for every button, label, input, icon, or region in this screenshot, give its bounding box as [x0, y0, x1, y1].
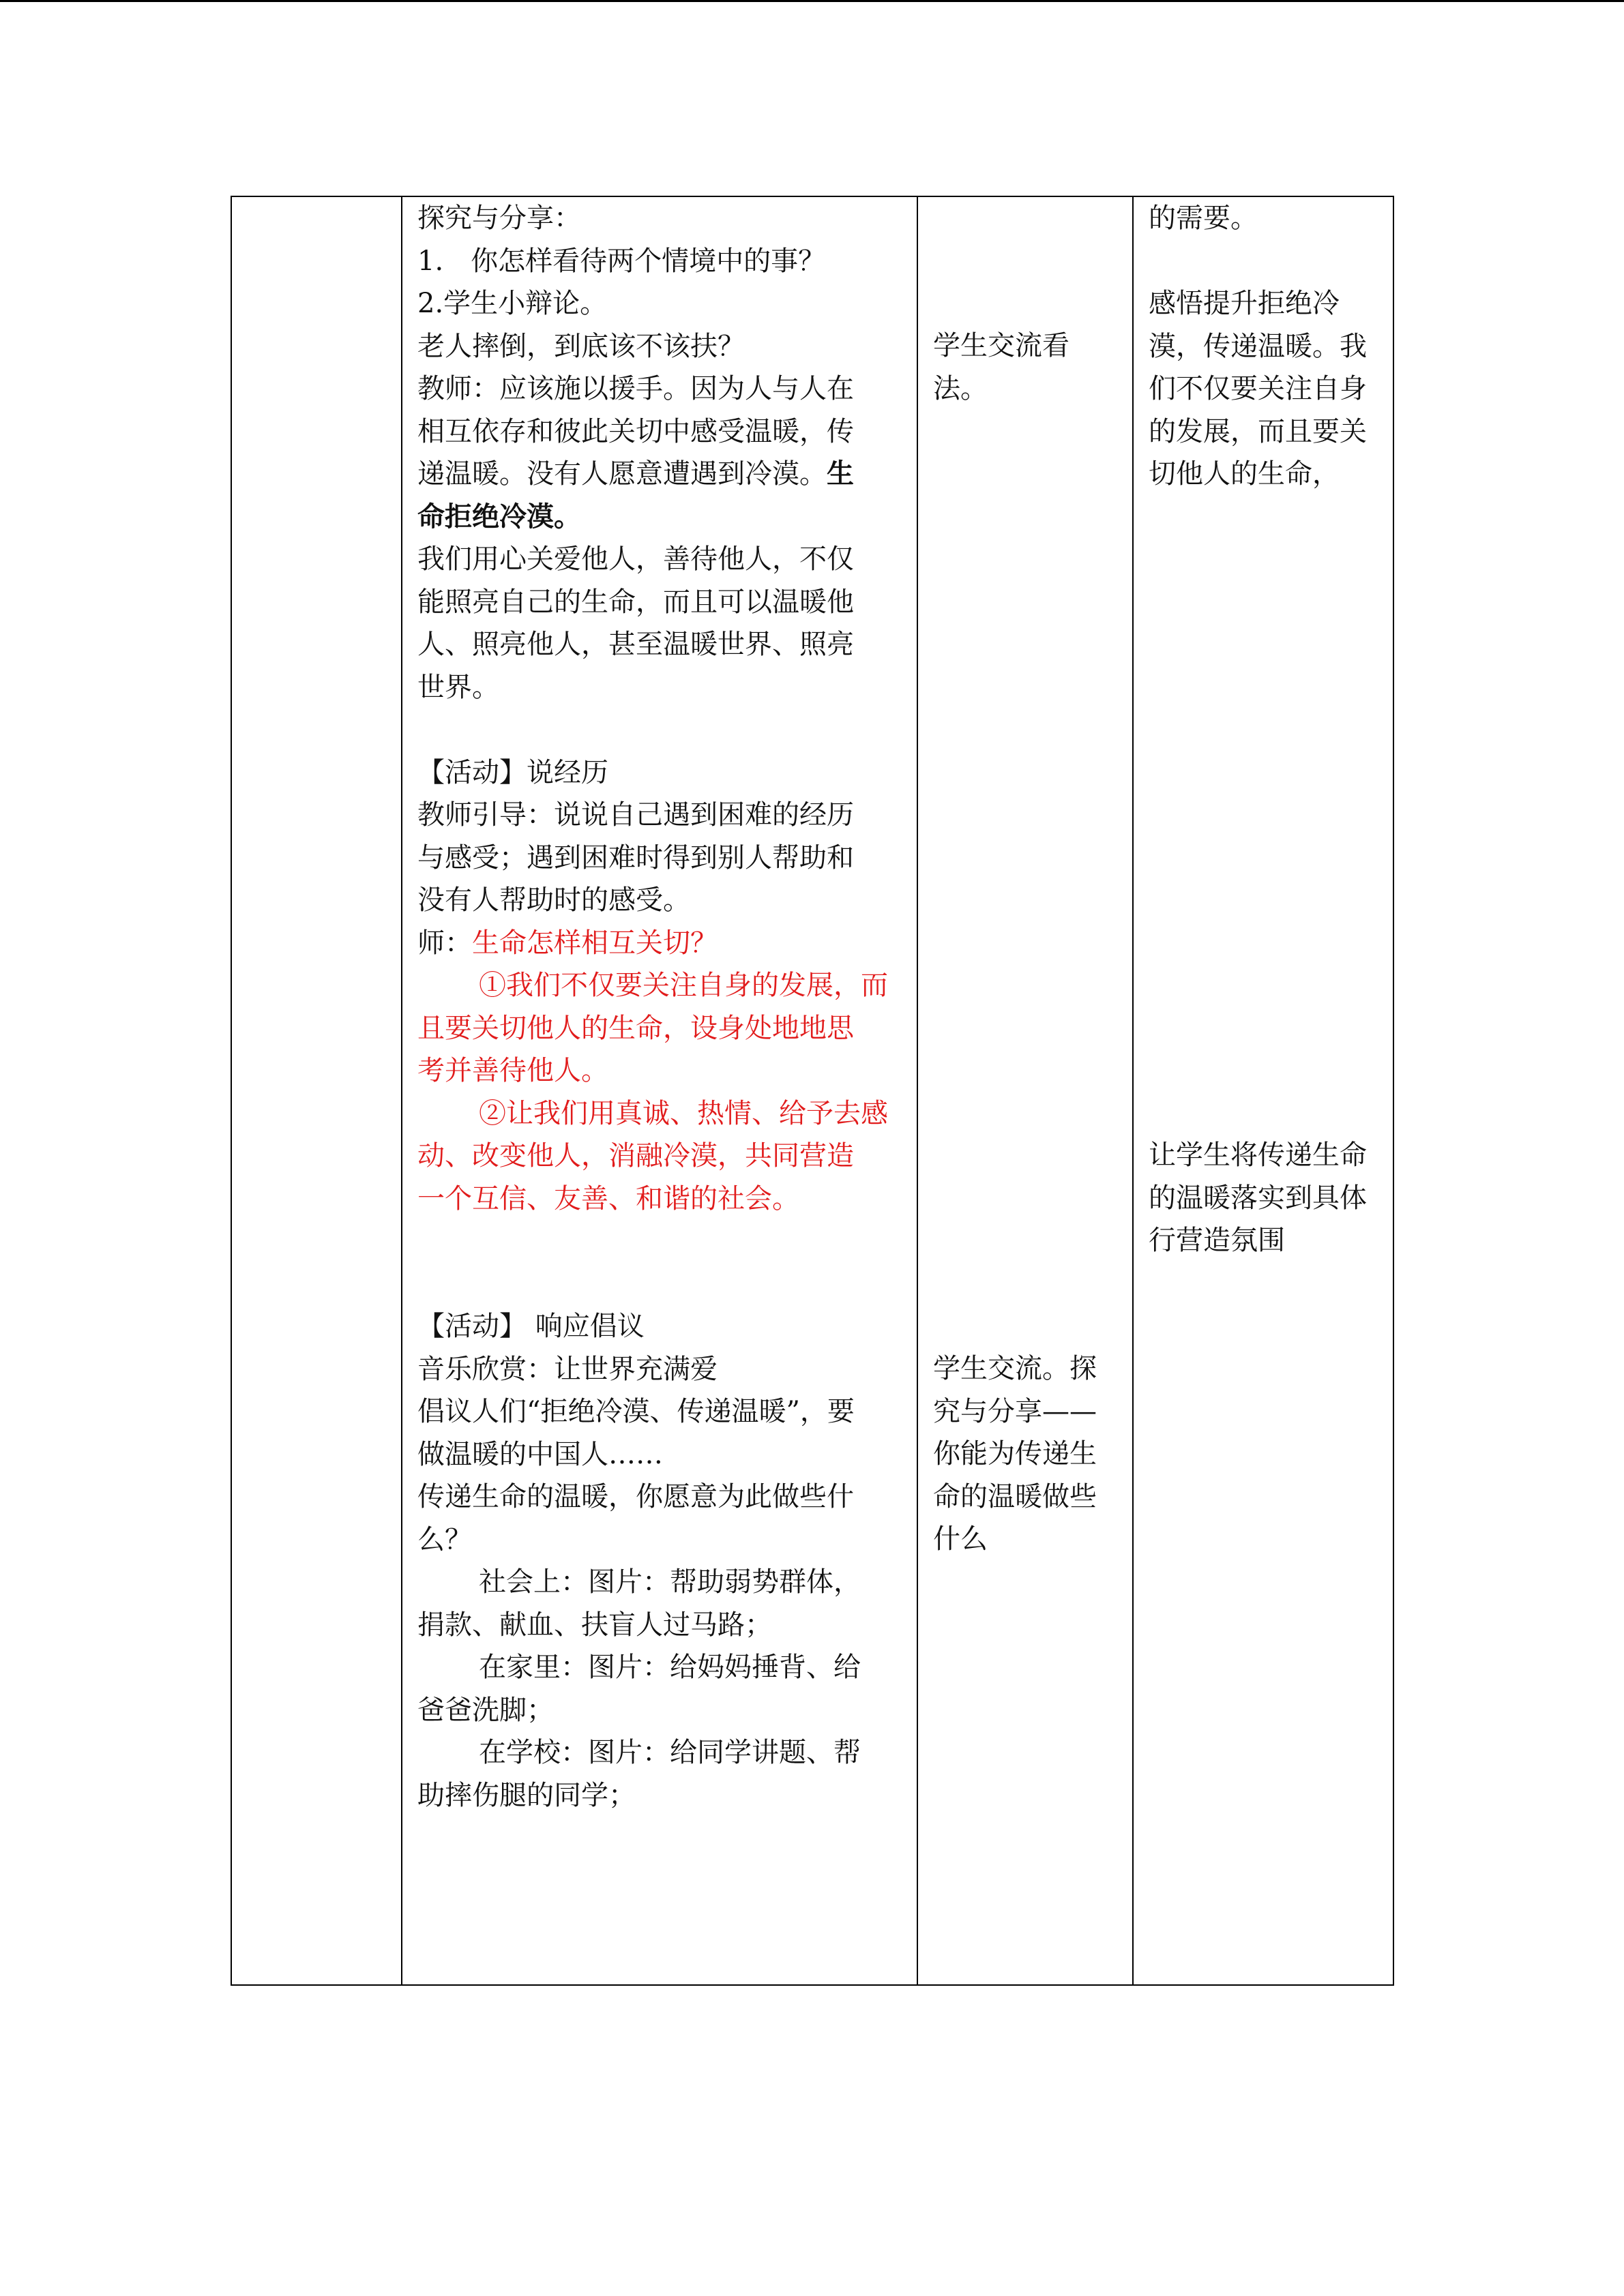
- text-line: 学生交流看: [933, 330, 1069, 361]
- red-text-line: 且要关切他人的生命，设身处地地思: [417, 1012, 854, 1044]
- red-text-line: 动、改变他人，消融冷漠，共同营造: [417, 1140, 854, 1172]
- blank-line: [417, 709, 909, 751]
- text-line: 学生交流。探: [933, 1353, 1097, 1384]
- text-line: [417, 453, 909, 496]
- text-segment: 师：: [417, 927, 472, 959]
- blank-line: [417, 1220, 909, 1263]
- text-line: [417, 922, 909, 965]
- text-line: 与感受；遇到困难时得到别人帮助和: [417, 841, 854, 874]
- key-point-text: 命拒绝冷漠。: [417, 500, 581, 533]
- blank-line: [417, 1263, 909, 1306]
- text-line: 教师：应该施以援手。因为人与人在: [417, 373, 854, 404]
- text-line: 我们用心关爱他人，善待他人，不仅: [417, 543, 854, 575]
- text-line: 音乐欣赏：让世界充满爱: [417, 1353, 718, 1385]
- teaching-process-cell: [417, 197, 909, 1817]
- text-line: 老人摔倒，到底该不该扶？: [417, 330, 745, 362]
- text-line: 的发展，而且要关: [1149, 415, 1367, 447]
- text-line: 什么: [933, 1523, 988, 1555]
- design-intent-block-3: [1149, 1134, 1391, 1262]
- text-line: 教师引导：说说自己遇到困难的经历: [417, 799, 854, 831]
- design-intent-block-1: [1149, 197, 1391, 240]
- column-divider-1: [401, 197, 402, 1984]
- text-line: 感悟提升拒绝冷: [1149, 288, 1340, 319]
- column-divider-3: [1132, 197, 1134, 1984]
- text-line: 助摔伤腿的同学；: [417, 1779, 636, 1811]
- text-line: 命的温暖做些: [933, 1480, 1097, 1512]
- lesson-plan-table: [231, 196, 1394, 1986]
- column-divider-2: [917, 197, 918, 1984]
- text-line: 捐款、献血、扶盲人过马路；: [417, 1609, 772, 1641]
- text-line: 切他人的生命，: [1149, 458, 1340, 490]
- text-line: 漠，传递温暖。我: [1149, 330, 1367, 362]
- text-line: 的需要。: [1149, 203, 1258, 234]
- text-line: 探究与分享：: [417, 203, 581, 234]
- red-text-line: 考并善待他人。: [417, 1055, 608, 1086]
- text-line: 世界。: [417, 671, 499, 703]
- text-line: 没有人帮助时的感受。: [417, 884, 690, 916]
- example-home: 在家里：图片：给妈妈捶背、给: [479, 1652, 861, 1683]
- design-intent-block-2: [1149, 282, 1391, 496]
- text-line: 让学生将传递生命: [1149, 1139, 1367, 1171]
- question-2: 2.学生小辩论。: [417, 288, 608, 319]
- text-line: 究与分享——: [933, 1395, 1097, 1427]
- red-point-1: ①我们不仅要关注自身的发展，而: [479, 970, 888, 1001]
- key-point-text: 生: [827, 458, 854, 490]
- top-border-line: [0, 0, 1624, 2]
- example-school: 在学校：图片：给同学讲题、帮: [479, 1737, 861, 1768]
- text-line: 么？: [417, 1523, 472, 1555]
- text-line: 相互依存和彼此关切中感受温暖，传: [417, 415, 854, 447]
- text-line: 行营造氛围: [1149, 1225, 1285, 1256]
- text-line: 你能为传递生: [933, 1438, 1097, 1470]
- red-text-line: 一个互信、友善、和谐的社会。: [417, 1182, 799, 1214]
- text-line: 爸爸洗脚；: [417, 1694, 554, 1726]
- student-activity-block-1: [933, 325, 1131, 410]
- text-line: 的温暖落实到具体: [1149, 1182, 1367, 1214]
- student-activity-block-2: [933, 1347, 1131, 1561]
- text-line: 做温暖的中国人……: [417, 1438, 663, 1470]
- text-segment: 递温暖。没有人愿意遭遇到冷漠。: [417, 458, 827, 490]
- example-society: 社会上：图片：帮助弱势群体，: [479, 1566, 861, 1598]
- text-line: 们不仅要关注自身: [1149, 373, 1367, 404]
- activity-heading: 【活动】说经历: [417, 756, 608, 788]
- text-line: 人、照亮他人，甚至温暖世界、照亮: [417, 629, 854, 660]
- red-point-2: ②让我们用真诚、热情、给予去感: [479, 1097, 888, 1129]
- text-line: 倡议人们“拒绝冷漠、传递温暖”，要: [417, 1396, 855, 1427]
- text-line: 能照亮自己的生命，而且可以温暖他: [417, 586, 854, 618]
- red-question-text: 生命怎样相互关切？: [472, 927, 718, 959]
- question-1: 1. 你怎样看待两个情境中的事？: [417, 245, 826, 277]
- text-line: 法。: [933, 372, 988, 404]
- text-line: 传递生命的温暖，你愿意为此做些什: [417, 1481, 854, 1512]
- activity-heading: 【活动】 响应倡议: [417, 1311, 645, 1342]
